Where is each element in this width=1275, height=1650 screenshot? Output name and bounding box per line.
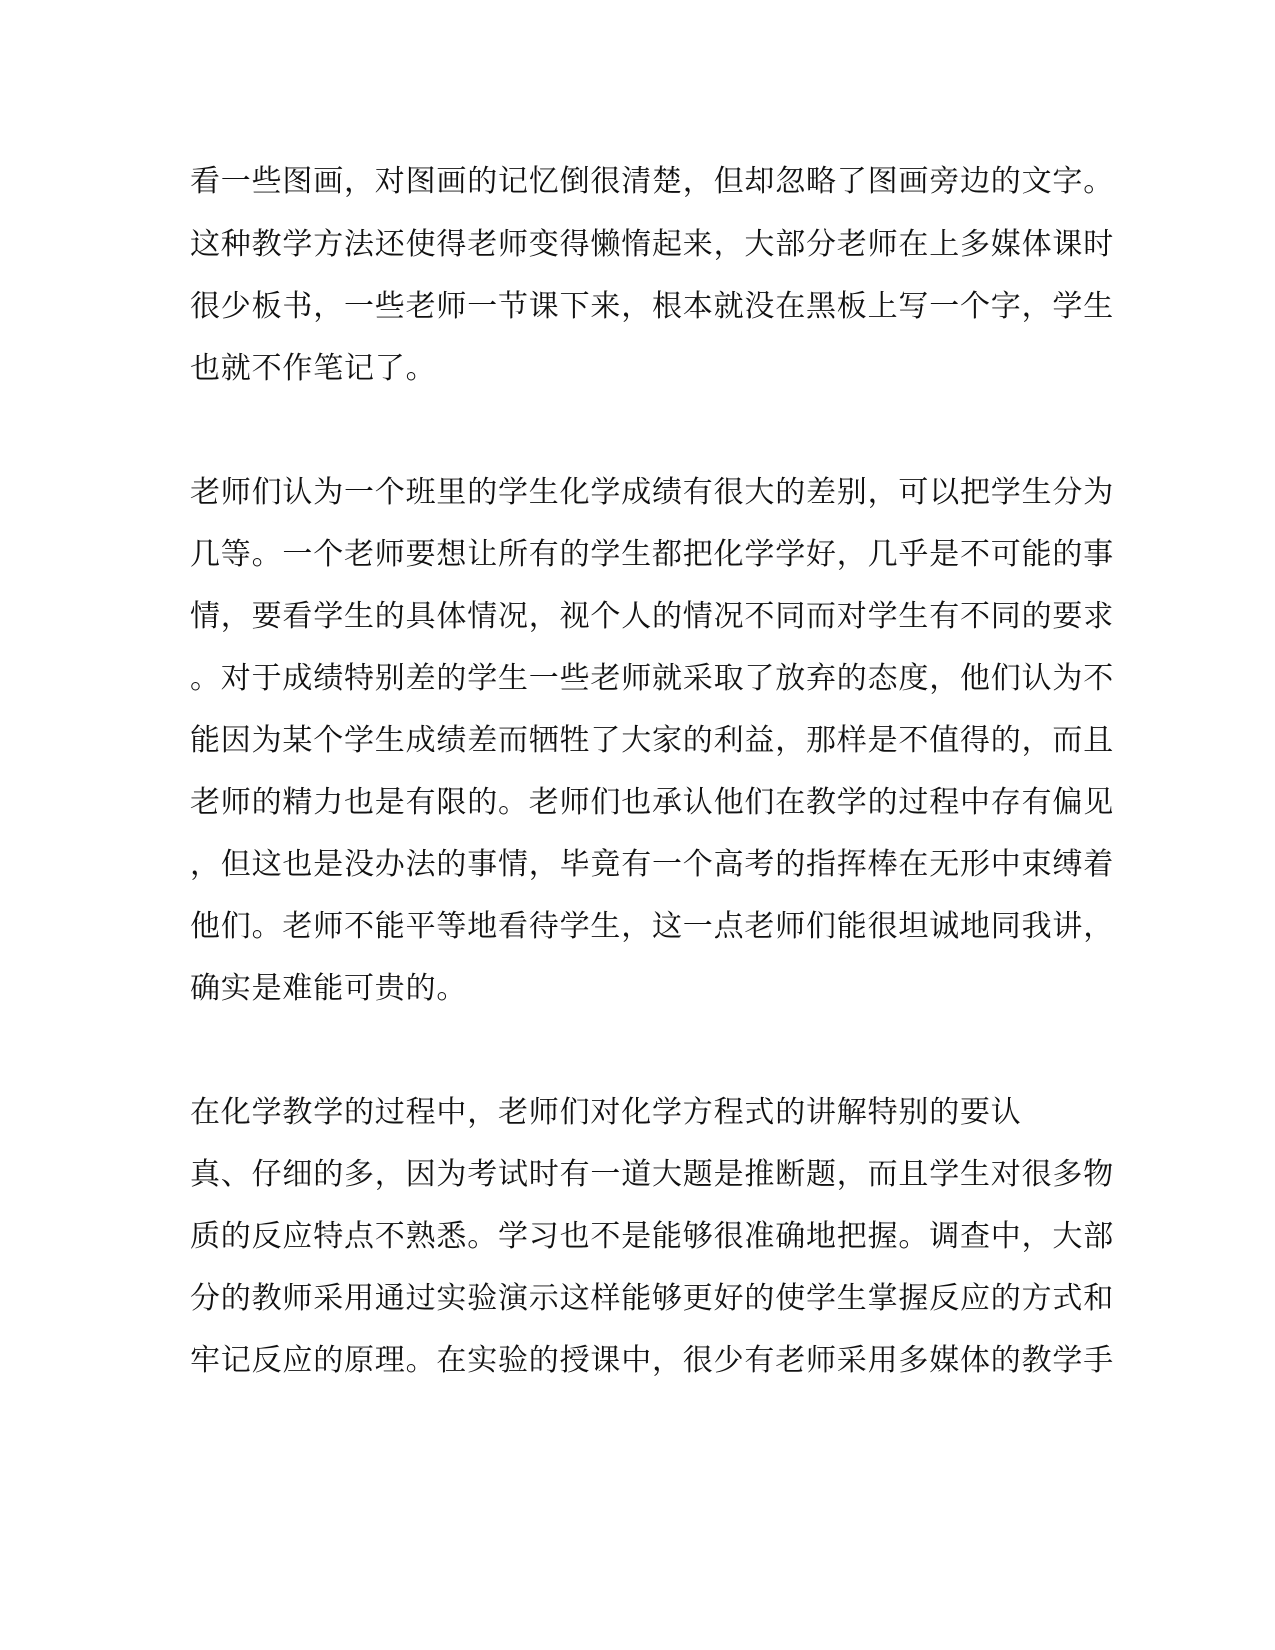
text-line: 真、仔细的多，因为考试时有一道大题是推断题，而且学生对很多物 — [190, 1157, 1114, 1192]
text-line: 几等。一个老师要想让所有的学生都把化学学好，几乎是不可能的事 — [190, 537, 1114, 572]
text-line: ，但这也是没办法的事情，毕竟有一个高考的指挥棒在无形中束缚着 — [190, 847, 1114, 882]
text-line: 他们。老师不能平等地看待学生，这一点老师们能很坦诚地同我讲， — [190, 909, 1114, 944]
text-line: 能因为某个学生成绩差而牺牲了大家的利益，那样是不值得的，而且 — [190, 723, 1114, 758]
text-line: 也就不作笔记了。 — [190, 351, 437, 386]
text-line: 老师的精力也是有限的。老师们也承认他们在教学的过程中存有偏见 — [190, 785, 1114, 820]
text-line: 这种教学方法还使得老师变得懒惰起来，大部分老师在上多媒体课时 — [190, 227, 1114, 262]
text-line: 。对于成绩特别差的学生一些老师就采取了放弃的态度，他们认为不 — [190, 661, 1114, 696]
text-line: 老师们认为一个班里的学生化学成绩有很大的差别，可以把学生分为 — [190, 475, 1114, 510]
text-line: 牢记反应的原理。在实验的授课中，很少有老师采用多媒体的教学手 — [190, 1343, 1114, 1378]
text-line: 分的教师采用通过实验演示这样能够更好的使学生掌握反应的方式和 — [190, 1281, 1114, 1316]
text-line: 很少板书，一些老师一节课下来，根本就没在黑板上写一个字，学生 — [190, 289, 1114, 324]
text-line: 情，要看学生的具体情况，视个人的情况不同而对学生有不同的要求 — [190, 599, 1114, 634]
text-line: 在化学教学的过程中，老师们对化学方程式的讲解特别的要认 — [190, 1095, 1022, 1130]
text-line: 质的反应特点不熟悉。学习也不是能够很准确地把握。调查中，大部 — [190, 1219, 1114, 1254]
text-line: 确实是难能可贵的。 — [190, 971, 468, 1006]
text-line: 看一些图画，对图画的记忆倒很清楚，但却忽略了图画旁边的文字。 — [190, 164, 1114, 199]
